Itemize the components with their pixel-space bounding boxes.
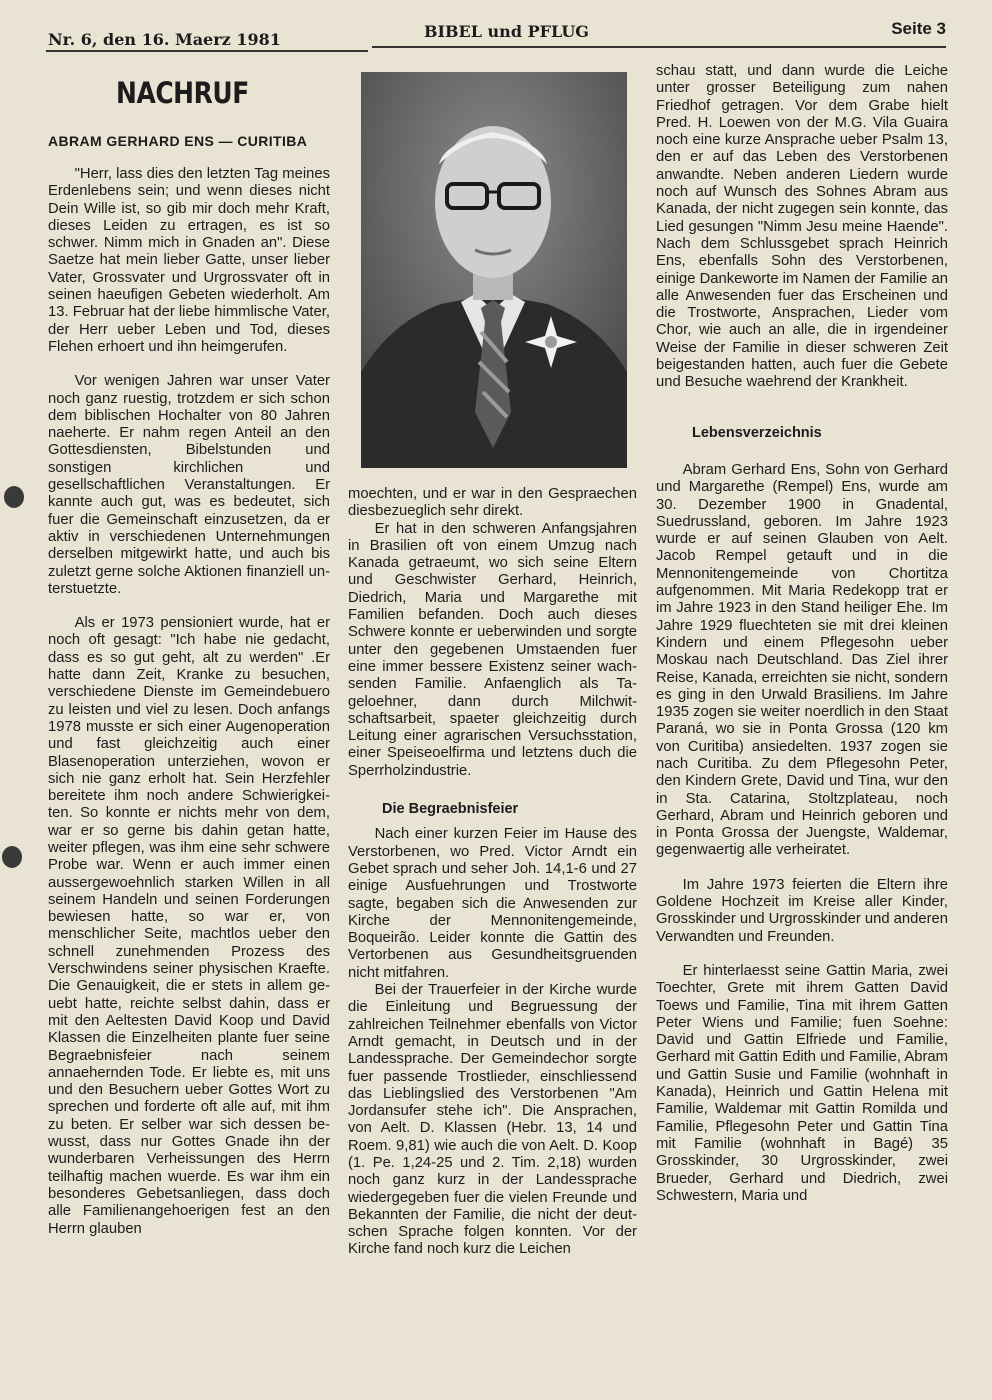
paragraph-retirement: Als er 1973 pensioniert wurde, hat er noch oft gesagt: "Ich habe nie gedacht, dass es so gut geht, alt zu werden" .Er hatte dann Zeit, Kranke zu besuchen, verschiedene Dienste im Gemeindebuero zu leisten und viel zu lesen. Doch anfangs 1978 musste er sich einer Augenoperation und fast gleichzeitig auch einer Blasenoperation unterziehen, wovon er sich nie ganz erholt hat. Sein Herzfehler bereitete ihm noch andere Schwierigkeiten. So konnte er nichts mehr von dem, war er so gerne bis dahin getan hatte, weiter pflegen, was ihm eine sehr schwere Probe war. Wenn er auch immer einen aussergewoehnlich starken Willen in all seinem Handeln und seinen Forderungen bewiesen hatte, so war er, von menschlicher Seite, machtlos ueber den schnell zunehmenden Prozess des Verschwindens seiner physischen Kraefte. Die Genauigkeit, die er stets in allem geuebt hatte, reichte selbst dahin, dass er mit den Aeltesten David Koop und David Klassen die Einzelheiten plante fuer seine Begraebnisfeier nach seinem annaehernden Tode. Er liebte es, mit uns und den Besuchern ueber Gottes Wort zu sprechen und forderte oft alle auf, mit ihm zu beten. Er selber war sich dessen bewusst, dass nur Gottes Gnade ihn der wunderbaren Verheissungen des Herrn teilhaftig machen wuerde. Es war ihm ein besonderes Gebetsanliegen, dass doch alle Familienangehoerigen fest an den Herrn glauben	[48, 615, 330, 1237]
paragraph-golden-wedding: Im Jahre 1973 feierten die Eltern ihre Goldene Hochzeit im Kreise aller Kinder, Grosskinder und Urgrosskinder und anderen Verwandten und Freunden.	[656, 876, 948, 945]
paragraph-early-years: Er hat in den schweren Anfangsjahren in Brasilien oft von einem Umzug nach Kanada getraeumt, wo sich seine Eltern und Geschwister Gerhard, Heinrich, Diedrich, Maria und Margarethe mit Familien befanden. Doch auch dieses Schwere konnte er ueberwinden und sorgte unter den gegebenen Umstaenden fuer eine immer bessere Existenz seiner wachsenden Familie. Anfaenglich als Tageloehner, dann durch Milchwitschaftsarbeit, spaeter gleichzeitig durch Leitung einer agrarischen Versuchsstation, einer Speiseoelfirma und letztens duch die Sperrholzindustrie.	[348, 520, 637, 779]
column-1	[48, 166, 330, 1238]
heading-funeral: Die Begraebnisfeier	[382, 801, 519, 818]
punch-hole-top	[4, 486, 24, 508]
paragraph-life-history: Abram Gerhard Ens, Sohn von Gerhard und Margarethe (Rempel) Ens, wurde am 30. Dezember 1900 in Gnadental, Suedrussland, geboren. Im Jahre 1923 wurde er auf seinen Glauben von Aelt. Jacob Rempel getauft und in die Mennonitengemeinde von Chortitza aufgenommen. Mit Maria Redekopp trat er im Jahre 1923 in den Stand heiliger Ehe. Im Jahre 1929 fluechteten sie mit drei kleinen Kindern und einem Pflegesohn ueber Moskau nach Deutschland. Das Ziel ihrer Reise, Kanada, erreichten sie nicht, sondern es ging in den Urwald Brasiliens. Im Jahre 1935 zogen sie weiter noerdlich in den Staat Paraná, wo sie in Ponta Grossa (120 km von Curitiba) ansiedelten. 1937 zogen sie nach Curitiba. Zu dem Pflegesohn Peter, den Kindern Grete, David und Tina, wur den in Sta. Catarina, Stoltzplateau, noch Gerhard, Abram und Heinrich geboren und in Ponta Grossa der Juengste, Waldemar, gegenwaertig alle verheiratet.	[656, 461, 948, 859]
column-3	[656, 63, 948, 1205]
paragraph-church-service: Bei der Trauerfeier in der Kirche wurde die Einleitung und Begruessung der zahlreichen Teilnehmer ebenfalls von Victor Arndt gemacht, in Deutsch und in der Landessprache. Der Gemeindechor sorgte fuer passende Trostlieder, einschliessend das Lieblingslied des Verstorbenen "Am Jordansufer stehe ich". Die Ansprachen, von Aelt. D. Klassen (Hebr. 13, 14 und Roem. 9,81) wie auch die von Aelt. D. Koop (1. Pe. 1,24-25 und 2. Tim. 2,18) wurden noch ganz kurz in der Landessprache wiedergegeben fuer die vielen Freunde und Bekannten der Familie, die nicht der deutschen Sprache folgen konnten. Vor der Kirche fand noch kurz die Leichen	[348, 982, 637, 1258]
paragraph-burial: schau statt, und dann wurde die Leiche unter grosser Beteiligung zum nahen Friedhof getragen. Vor dem Grabe hielt Pred. H. Loewen von der M.G. Vila Guaira noch eine kurze Ansprache ueber Psalm 13, den er auf das Leben des Verstorbenen anwandte. Neben anderen Liedern wurde noch auf Wunsch des Sohnes Abram aus Kanada, der nicht zugegen sein konnte, das Lied gesungen "Nimm Jesu meine Haende". Nach dem Schlussgebet sprach Heinrich Ens, ebenfalls Sohn des Verstorbenen, einige Dankeworte im Namen der Familie an alle Anwesenden fuer das Erscheinen und die Trostworte, Ansprachen, Lieder vom Chor, wie auch an alle, die in irgendeiner Weise der Familie in dieser schweren Zeit beigestanden hatten, auch fuer die Gebete und Besuche waehrend der Krankheit.	[656, 63, 948, 391]
paragraph-survivors: Er hinterlaesst seine Gattin Maria, zwei Toechter, Grete mit ihrem Gatten David Toews und Familie, Tina mit ihrem Gatten Peter Wiens und Familie; fuen Soehne: David und Gattin Elfriede und Familie, Gerhard mit Gattin Edith und Familie, Abram und Gattin Susie und Familie (wohnhaft in Kanada), Heinrich und Gattin Helena mit Familie, Waldemar mit Gattin Romilda und Familie, Pflegesohn Peter und Gattin Tina mit Familie (wohnhaft in Bagé) 35 Grosskinder, 30 Urgrosskinder, zwei Brueder, Gerhard und Diedrich, zwei Schwestern, Maria und	[656, 962, 948, 1204]
heading-biography: Lebensverzeichnis	[692, 424, 822, 441]
column-2	[348, 486, 637, 1259]
article-subtitle: ABRAM GERHARD ENS — CURITIBA	[48, 133, 308, 149]
header-rule-right	[372, 46, 946, 48]
paragraph-vigor: Vor wenigen Jahren war unser Vater noch ganz ruestig, trotzdem er sich schon dem biblischen Hochalter von 80 Jahren naeherte. Er nahm regen Anteil an den Gottesdiensten, Bibelstunden und sonstigen kirchlichen und gesellschaftlichen Veranstaltungen. Er kannte auch gut, was es bedeutet, sich fuer die Gemeinschaft einzusetzen, da er aktiv in verschiedenen Unternehmungen derselben mitgewirkt hatte, und auch bis zuletzt gerne solche Aktionen finanziell unterstuetzte.	[48, 373, 330, 597]
portrait-photo	[361, 72, 627, 468]
portrait-image	[361, 72, 627, 468]
paragraph-conversations: moechten, und er war in den Gespraechen diesbezueglich sehr direkt.	[348, 486, 637, 520]
issue-date: Nr. 6, den 16. Maerz 1981	[48, 30, 281, 49]
page-number: Seite 3	[891, 19, 946, 38]
punch-hole-bottom	[2, 846, 22, 868]
paragraph-home-service: Nach einer kurzen Feier im Hause des Verstorbenen, wo Pred. Victor Arndt ein Gebet sprach und seher Joh. 14,1-6 und 27 einige Ausfuehrungen und Trostworte sagte, begaben sich die Anwesenden zur Kirche der Mennonitengemeinde, Boqueirão. Leider konnte die Gattin des Vertorbenen aus Gesundheitsgruenden nicht mitfahren.	[348, 826, 637, 981]
header-rule-left	[46, 50, 368, 52]
newspaper-title: BIBEL und PFLUG	[424, 22, 589, 41]
paragraph-prayer: "Herr, lass dies den letzten Tag meines Erdenlebens sein; und wenn dieses nicht Dein Wille ist, so gib mir doch mehr Kraft, dieses Leiden zu ertragen, es ist so schwer. Nimm mich in Gnaden an". Diese Saetze hat mein lieber Gatte, unser lieber Vater, Grossvater und Urgrossvater oft in seinen haeufigen Gebeten wiederholt. Am 13. Februar hat der liebe himmlische Vater, der Herr ueber Leben und Tod, dieses Flehen erhoert und ihn heimgerufen.	[48, 166, 330, 355]
article-title: NACHRUF	[116, 76, 249, 110]
